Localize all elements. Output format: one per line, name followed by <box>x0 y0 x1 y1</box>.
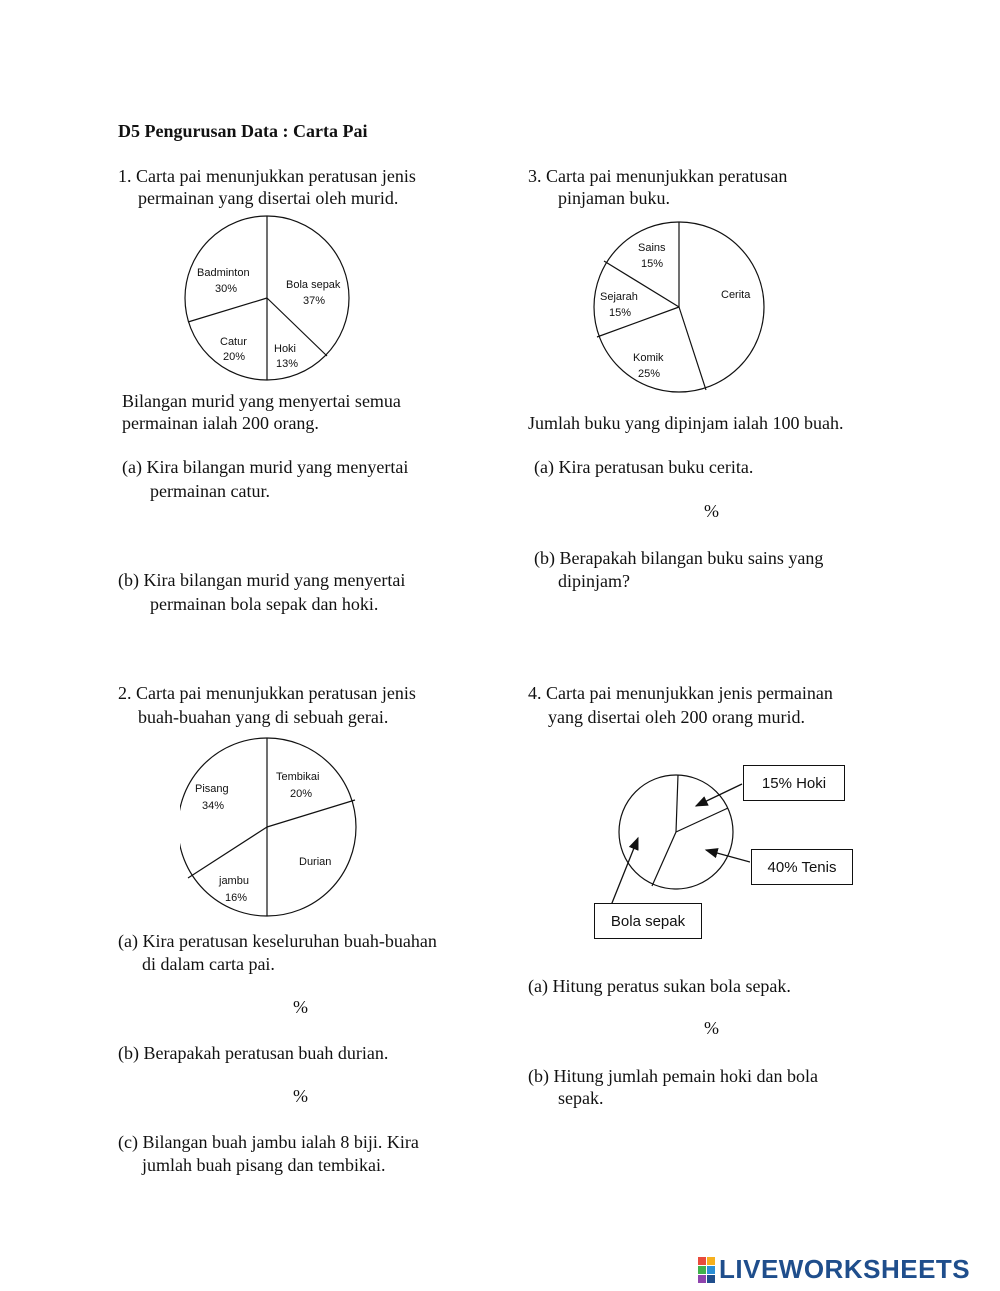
pie-q1-value-badminton: 30% <box>215 283 238 295</box>
pie-q3-label-sejarah: Sejarah <box>600 291 638 303</box>
q1-intro-line2: permainan yang disertai oleh murid. <box>138 188 399 208</box>
label-box-bola-sepak: Bola sepak <box>594 903 702 939</box>
pie-q2-value-tembikai: 20% <box>290 788 313 800</box>
q4-a-unit: % <box>704 1018 719 1038</box>
pie-q3-divider-bottom <box>679 307 706 390</box>
q1-b-line1: (b) Kira bilangan murid yang menyertai <box>118 570 406 590</box>
pie-q3-value-sains: 15% <box>641 258 664 270</box>
q1-a-line1: (a) Kira bilangan murid yang menyertai <box>122 457 409 477</box>
pie-q2-label-tembikai: Tembikai <box>276 771 320 783</box>
pie-q1-value-catur: 20% <box>223 351 246 363</box>
q2-a-line1: (a) Kira peratusan keseluruhan buah-buahan <box>118 931 437 951</box>
q4-b-line1: (b) Hitung jumlah pemain hoki dan bola <box>528 1066 818 1086</box>
pie-q3-label-sains: Sains <box>638 242 666 254</box>
pie-q2-divider-left <box>188 827 267 878</box>
q1-b-line2: permainan bola sepak dan hoki. <box>150 594 379 614</box>
pie-q1-label-hoki: Hoki <box>274 343 297 355</box>
pie-q4-divider-top <box>676 775 678 832</box>
q2-c-line2: jumlah buah pisang dan tembikai. <box>142 1155 386 1175</box>
pie-q3-value-komik: 25% <box>638 368 661 380</box>
arrow-hoki <box>696 784 742 806</box>
q1-info-line2: permainan ialah 200 orang. <box>122 413 319 433</box>
q2-b-line1: (b) Berapakah peratusan buah durian. <box>118 1043 389 1063</box>
q3-a-line1: (a) Kira peratusan buku cerita. <box>534 457 754 477</box>
label-box-hoki: 15% Hoki <box>743 765 845 801</box>
pie-q1-divider-left <box>188 298 267 322</box>
q4-a-line1: (a) Hitung peratus sukan bola sepak. <box>528 976 791 996</box>
q1-a-line2: permainan catur. <box>150 481 270 501</box>
q2-a-unit: % <box>293 997 308 1017</box>
brand-logo <box>698 1254 970 1285</box>
arrow-tenis <box>706 850 750 862</box>
pie-q3-label-cerita: Cerita <box>721 289 751 301</box>
pie-q1-label-badminton: Badminton <box>197 267 250 279</box>
brand-mark-icon <box>698 1257 715 1283</box>
pie-q2-value-jambu: 16% <box>225 892 248 904</box>
q3-intro-line2: pinjaman buku. <box>558 188 670 208</box>
q3-a-unit: % <box>704 501 719 521</box>
pie-q3-label-komik: Komik <box>633 352 664 364</box>
q2-intro-line1: 2. Carta pai menunjukkan peratusan jenis <box>118 683 416 703</box>
q2-intro-line2: buah-buahan yang di sebuah gerai. <box>138 707 389 727</box>
q2-b-unit: % <box>293 1086 308 1106</box>
q4-intro-line2: yang disertai oleh 200 orang murid. <box>548 707 805 727</box>
pie-q4-divider-right <box>676 808 728 832</box>
pie-q1-value-hoki: 13% <box>276 358 299 370</box>
pie-q1-label-catur: Catur <box>220 336 247 348</box>
arrow-bola-sepak <box>610 838 638 908</box>
q3-info-line1: Jumlah buku yang dipinjam ialah 100 buah. <box>528 413 844 433</box>
page-title: D5 Pengurusan Data : Carta Pai <box>118 121 368 141</box>
pie-chart-q2 <box>180 733 360 923</box>
q1-info-line1: Bilangan murid yang menyertai semua <box>122 391 401 411</box>
pie-q2-label-durian: Durian <box>299 856 332 868</box>
q3-b-line2: dipinjam? <box>558 571 630 591</box>
pie-q1-value-bola-sepak: 37% <box>303 295 326 307</box>
pie-chart-q3 <box>590 220 770 396</box>
q4-b-line2: sepak. <box>558 1088 604 1108</box>
brand-name: LIVEWORKSHEETS <box>719 1254 971 1284</box>
q3-intro-line1: 3. Carta pai menunjukkan peratusan <box>528 166 788 186</box>
pie-q2-label-jambu: jambu <box>219 875 249 887</box>
q2-c-line1: (c) Bilangan buah jambu ialah 8 biji. Kira <box>118 1132 419 1152</box>
pie-q2-value-pisang: 34% <box>202 800 225 812</box>
q4-intro-line1: 4. Carta pai menunjukkan jenis permainan <box>528 683 833 703</box>
q3-b-line1: (b) Berapakah bilangan buku sains yang <box>534 548 824 568</box>
pie-chart-q1 <box>180 214 360 386</box>
pie-q1-label-bola-sepak: Bola sepak <box>286 279 341 291</box>
label-box-tenis: 40% Tenis <box>751 849 853 885</box>
pie-q2-divider-right <box>267 800 355 827</box>
q2-a-line2: di dalam carta pai. <box>142 954 275 974</box>
pie-q4-divider-bottom <box>652 832 676 886</box>
q1-intro-line1: 1. Carta pai menunjukkan peratusan jenis <box>118 166 416 186</box>
pie-q2-label-pisang: Pisang <box>195 783 229 795</box>
pie-q3-value-sejarah: 15% <box>609 307 632 319</box>
